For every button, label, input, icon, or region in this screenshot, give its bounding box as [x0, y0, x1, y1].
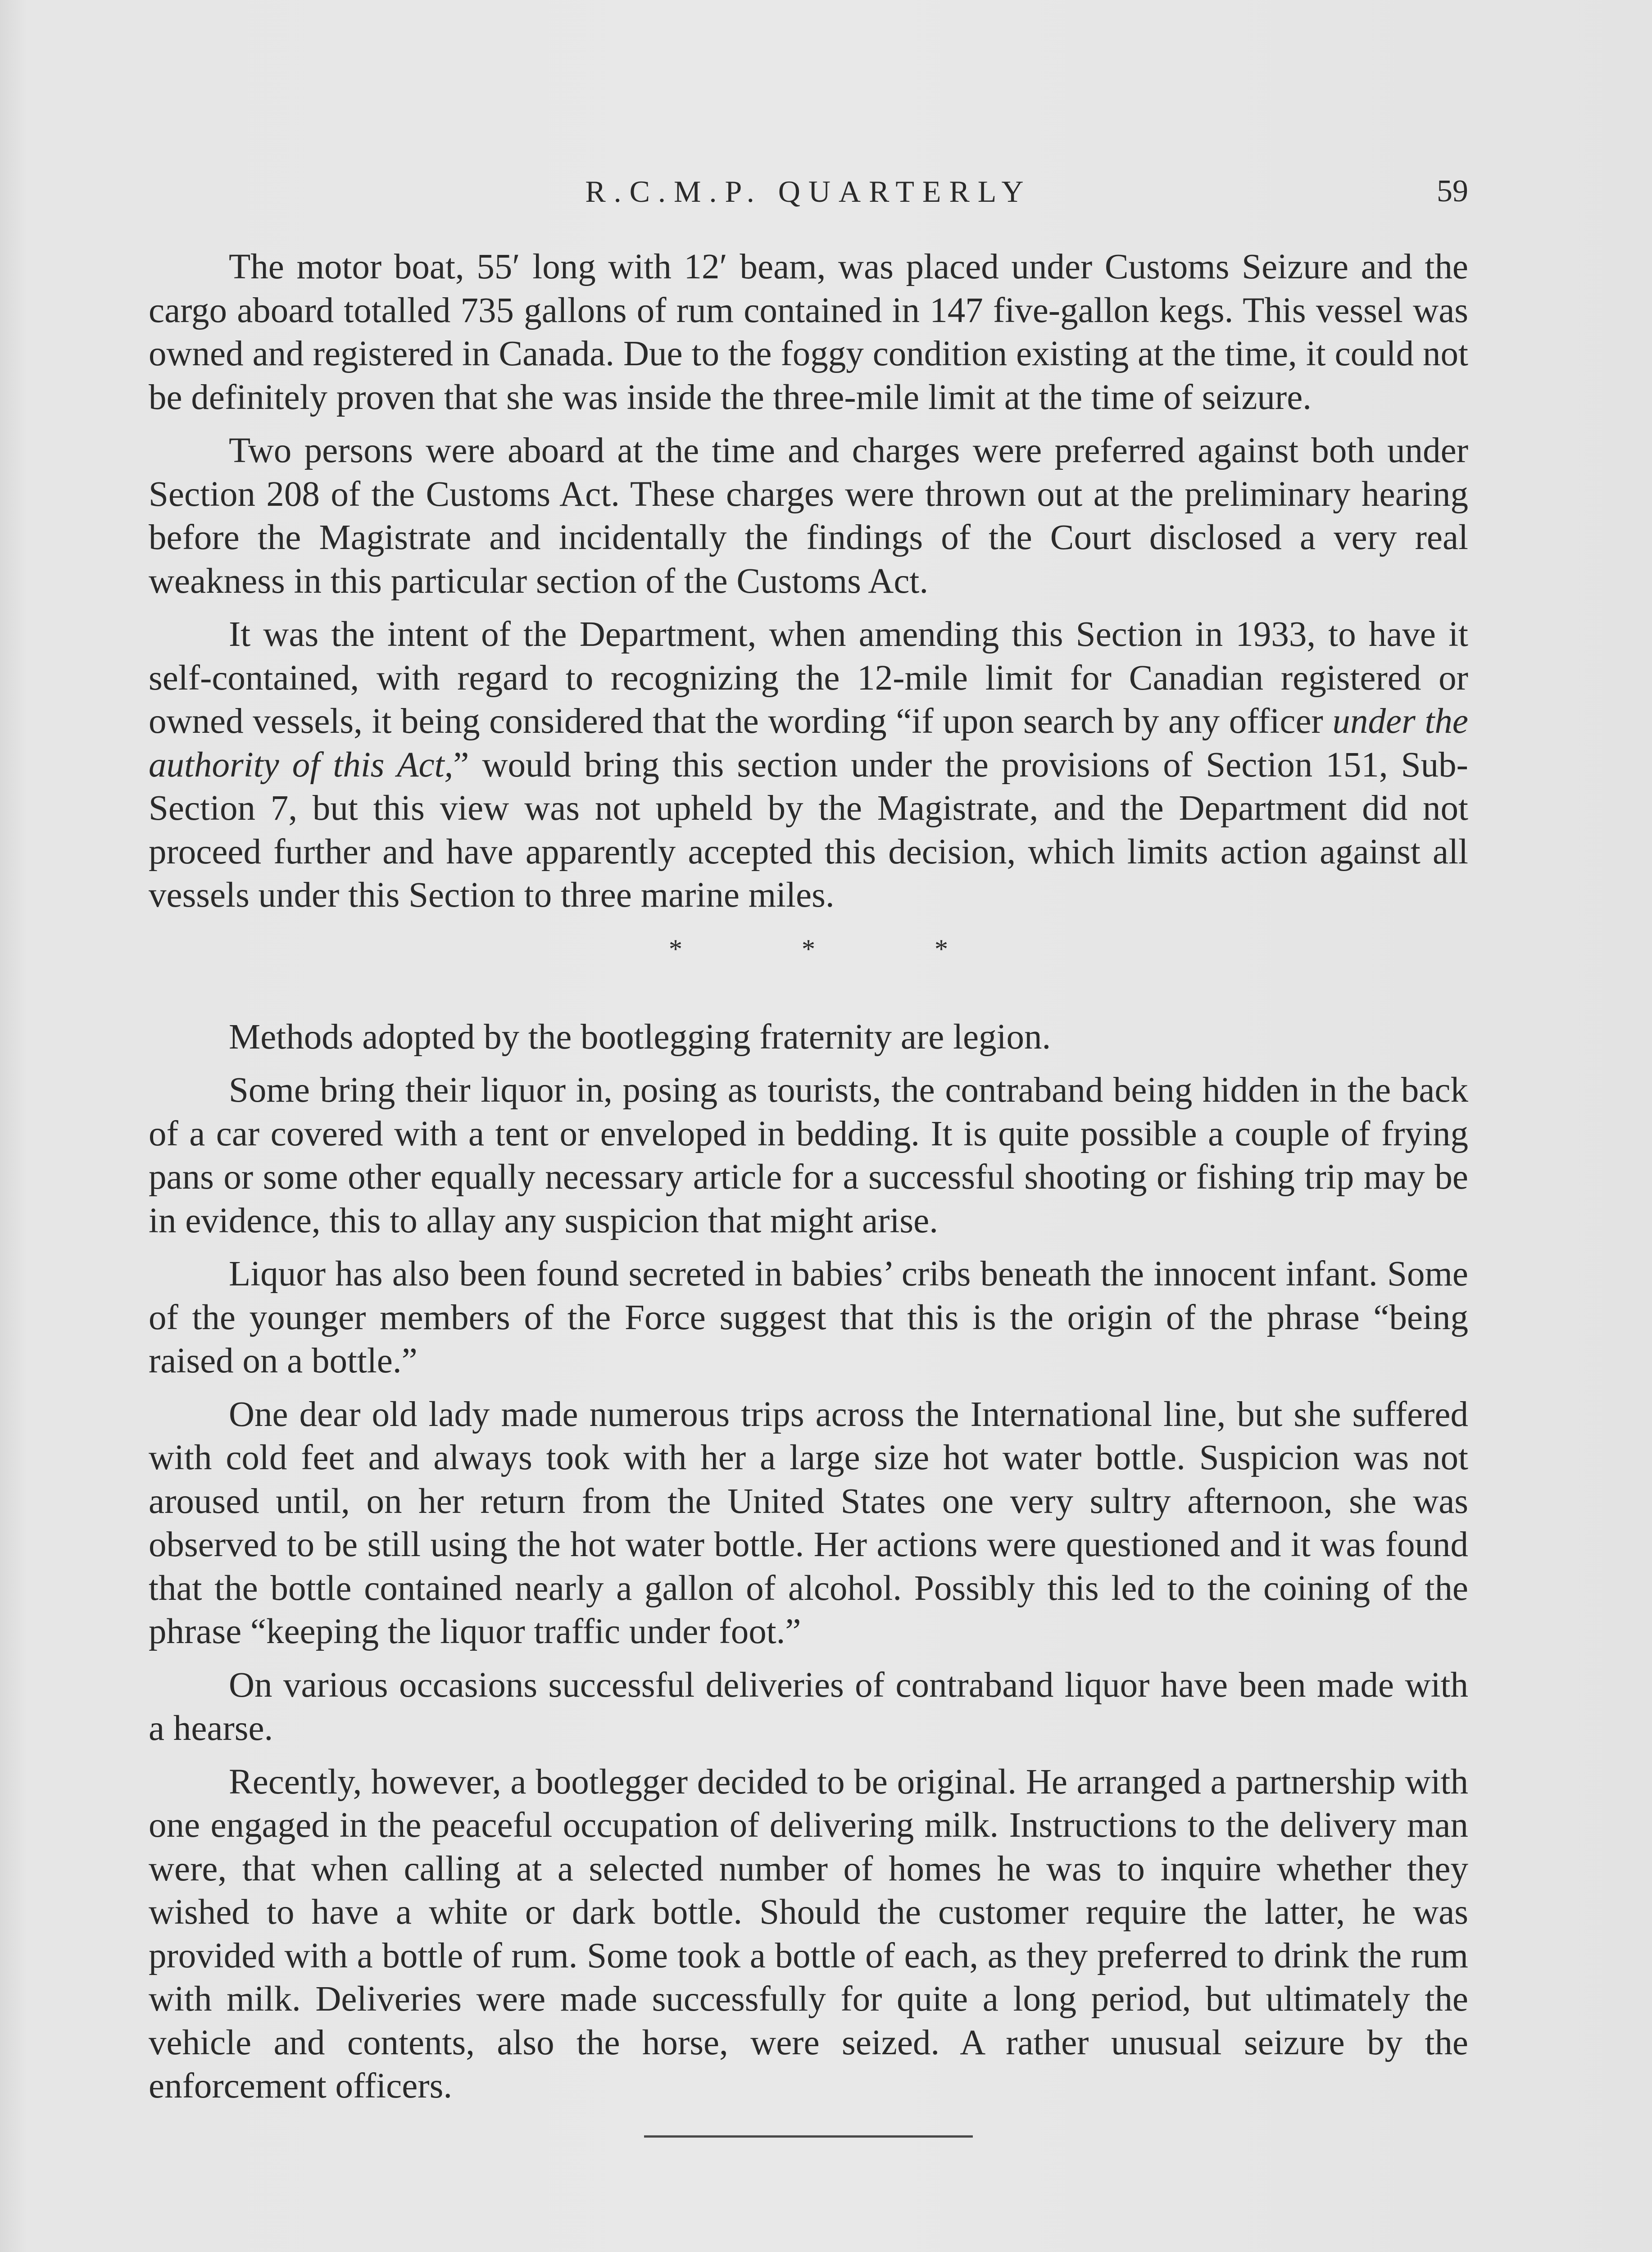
paragraph-text-start: It was the intent of the Department, when amending this Section in 1933, to have it self-contained, with regard to recognizing the 12-mile limit for Canadian registered or owned vessels, it being considered that the wording “if upon search by any officer	[149, 615, 1468, 741]
running-header	[149, 167, 1468, 216]
section-separator: * * *	[669, 934, 948, 964]
paragraph-milk-delivery: Recently, however, a bootlegger decided to be original. He arranged a partnership with one engaged in the peaceful occupation of delivering milk. Instructions to the delivery man were, that when calling at a selected number of homes he was to inquire whether they wished to have a white or dark bottle. Should the customer require the latter, he was provided with a bottle of rum. Some took a bottle of each, as they preferred to drink the rum with milk. Deliveries were made successfully for quite a long period, but ultimately the vehicle and contents, also the horse, were seized. A rather unusual seizure by the enforcement officers.	[149, 1762, 1468, 2106]
paragraph-hearse: On various occasions successful deliveries of contraband liquor have been made with a hearse.	[149, 1665, 1468, 1748]
italic-phrase: under the authority of this Act,	[149, 702, 1468, 785]
article-body	[149, 245, 1468, 2138]
paragraph-old-lady: One dear old lady made numerous trips across the International line, but she suffered with cold feet and always took with her a large size hot water bottle. Suspicion was not aroused until, on her return from the United States one very sultry afternoon, she was observed to be still using the hot water bottle. Her actions were questioned and it was found that the bottle contained nearly a gallon of alcohol. Possibly this led to the coining of the phrase “keeping the liquor traffic under foot.”	[149, 1394, 1468, 1651]
paragraph-tourists: Some bring their liquor in, posing as tourists, the contraband being hidden in the back of a car covered with a tent or enveloped in bedding. It is quite possible a couple of frying pans or some other equally necessary article for a successful shooting or fishing trip may be in evidence, this to allay any suspicion that might arise.	[149, 1071, 1468, 1240]
paragraph-babies-cribs: Liquor has also been found secreted in babies’ cribs beneath the innocent infant. Some of the younger members of the Force suggest that this is the origin of the phrase “being raised on a bottle.”	[149, 1254, 1468, 1380]
journal-title: R.C.M.P. QUARTERLY	[585, 174, 1032, 209]
paragraph-two-persons: Two persons were aboard at the time and charges were preferred against both under Section 208 of the Customs Act. These charges were thrown out at the preliminary hearing before the Magistrate and incidentally the findings of the Court disclosed a very real weakness in this particular section of the Customs Act.	[149, 431, 1468, 601]
page-number: 59	[1437, 174, 1468, 209]
paragraph-methods: Methods adopted by the bootlegging fraternity are legion.	[229, 1017, 1051, 1057]
end-rule-divider	[644, 2135, 973, 2138]
paragraph-department-intent	[149, 613, 1468, 917]
paragraph-motor-boat: The motor boat, 55′ long with 12′ beam, was placed under Customs Seizure and the cargo aboard totalled 735 gallons of rum contained in 147 five-gallon kegs. This vessel was owned and registered in Canada. Due to the foggy condition existing at the time, it could not be definitely proven that she was inside the three-mile limit at the time of seizure.	[149, 247, 1468, 417]
paragraph-text-end: ” would bring this section under the provisions of Section 151, Sub-Section 7, but this view was not upheld by the Magistrate, and the Department did not proceed further and have apparently accepted this decision, which limits action against all vessels under this Section to three marine miles.	[149, 745, 1468, 915]
